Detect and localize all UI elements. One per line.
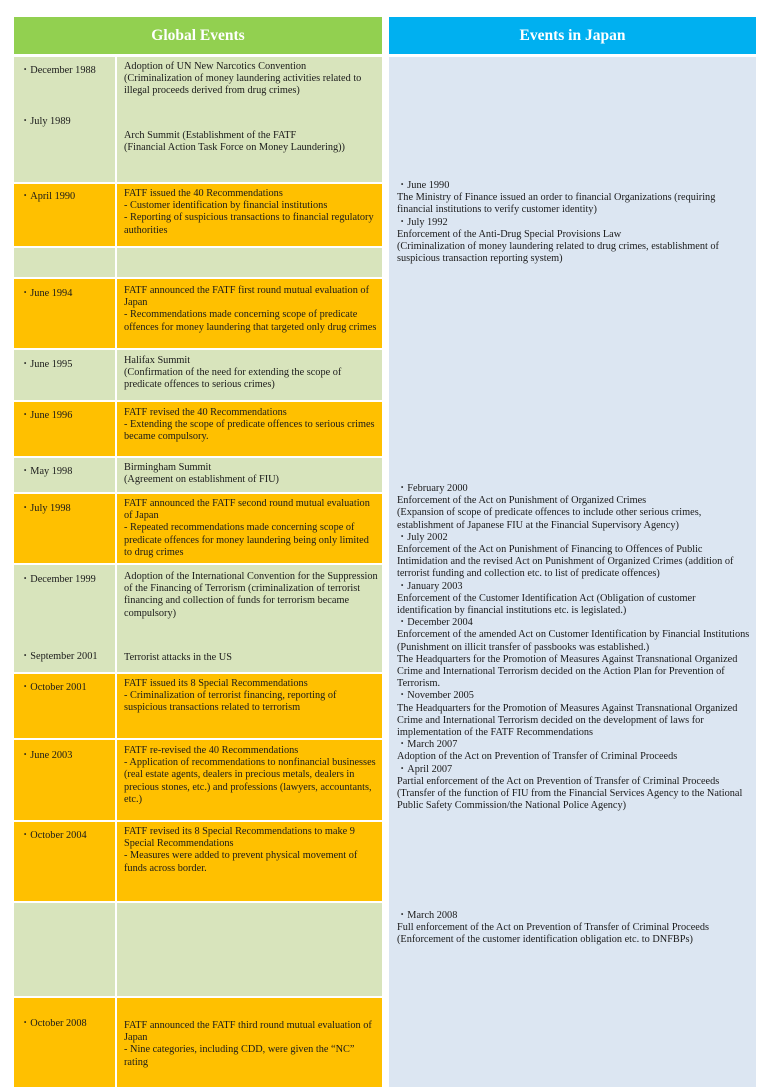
date-label: ・June 2003 [20, 750, 73, 761]
japan-event-block: ・March 2008 Full enforcement of the Act on Prevention of Transfer of Criminal Proceeds (Enforcement of the customer identification obligation etc. to DNFBPs) [397, 910, 709, 946]
date-label: ・December 1988 [20, 65, 96, 76]
date-label: ・July 1989 [20, 116, 71, 127]
date-cell [14, 674, 115, 738]
event-cell [117, 740, 382, 820]
event-cell [117, 248, 382, 277]
global-row [14, 279, 382, 348]
date-label: ・June 1994 [20, 288, 73, 299]
event-cell [117, 184, 382, 246]
event-cell [117, 903, 382, 996]
event-text: FATF issued its 8 Special Recommendations - Criminalization of terrorist financing, reporting of suspicious transactions related to terrorism [124, 678, 337, 714]
event-text: Arch Summit (Establishment of the FATF (Financial Action Task Force on Money Laundering)) [124, 130, 345, 154]
global-row [14, 740, 382, 820]
date-cell [14, 458, 115, 492]
date-label: ・October 2004 [20, 830, 87, 841]
global-row [14, 57, 382, 182]
event-text: FATF issued the 40 Recommendations - Customer identification by financial institutions - Reporting of suspicious transactions to financial regulatory authorities [124, 188, 374, 236]
japan-event-block: ・June 1990 The Ministry of Finance issued an order to financial Organizations (requiring financial institutions to verify customer identity) ・July 1992 Enforcement of the Anti-Drug Special Provisions Law (Criminalization of money laundering related to drug crimes, establishment of suspicious transaction reporting system) [397, 180, 719, 265]
global-row [14, 184, 382, 246]
global-row [14, 494, 382, 563]
date-cell [14, 903, 115, 996]
event-text: FATF re-revised the 40 Recommendations - Application of recommendations to nonfinancial businesses (real estate agents, dealers in precious metals, dealers in precious stones, etc.) and professions (lawyers, accountants, etc.) [124, 745, 376, 805]
event-cell [117, 674, 382, 738]
global-row [14, 350, 382, 400]
global-row [14, 458, 382, 492]
global-row [14, 402, 382, 456]
global-row [14, 822, 382, 901]
event-text: Adoption of the International Convention for the Suppression of the Financing of Terrorism (criminalization of terrorist financing and collection of funds for terrorism became compulsory) [124, 571, 378, 619]
date-label: ・September 2001 [20, 651, 98, 662]
japan-events-header: Events in Japan [389, 17, 756, 54]
date-cell [14, 402, 115, 456]
date-label: ・June 1995 [20, 359, 73, 370]
date-label: ・October 2001 [20, 682, 87, 693]
date-label: ・June 1996 [20, 410, 73, 421]
global-row [14, 565, 382, 672]
global-row [14, 998, 382, 1087]
event-text: FATF announced the FATF third round mutual evaluation of Japan - Nine categories, including CDD, were given the “NC” rating [124, 1020, 372, 1068]
date-cell [14, 822, 115, 901]
date-label: ・December 1999 [20, 574, 96, 585]
event-text: FATF announced the FATF second round mutual evaluation of Japan - Repeated recommendations made concerning scope of predicate offences for money laundering being only limited to drug crimes [124, 498, 370, 558]
global-row-empty [14, 248, 382, 277]
date-cell [14, 494, 115, 563]
event-cell [117, 458, 382, 492]
date-label: ・May 1998 [20, 466, 73, 477]
event-text: FATF announced the FATF first round mutual evaluation of Japan - Recommendations made concerning scope of predicate offences for money laundering that targeted only drug crimes [124, 285, 377, 333]
date-label: ・April 1990 [20, 191, 76, 202]
date-cell [14, 248, 115, 277]
date-label: ・July 1998 [20, 503, 71, 514]
date-cell [14, 57, 115, 182]
global-row-empty [14, 903, 382, 996]
global-events-header: Global Events [14, 17, 382, 54]
event-cell [117, 350, 382, 400]
event-text: Halifax Summit (Confirmation of the need for extending the scope of predicate offences to serious crimes) [124, 355, 342, 391]
date-cell [14, 565, 115, 672]
date-cell [14, 998, 115, 1087]
event-cell [117, 57, 382, 182]
event-text: Terrorist attacks in the US [124, 652, 232, 663]
event-cell [117, 494, 382, 563]
date-cell [14, 350, 115, 400]
date-cell [14, 279, 115, 348]
japan-events-column [389, 57, 756, 1087]
event-text: Birmingham Summit (Agreement on establishment of FIU) [124, 462, 279, 486]
date-cell [14, 184, 115, 246]
event-text: Adoption of UN New Narcotics Convention (Criminalization of money laundering activities related to illegal proceeds derived from drug crimes) [124, 61, 362, 97]
event-cell [117, 279, 382, 348]
event-cell [117, 998, 382, 1087]
japan-event-block: ・February 2000 Enforcement of the Act on Punishment of Organized Crimes (Expansion of scope of predicate offences to include other serious crimes, establishment of Japanese FIU at the Financial Supervisory Agency) ・July 2002 Enforcement of the Act on Punishment of Financing to Offences of Public Intimidation and the revised Act on Punishment of Organized Crimes (addition of terrorist funding and collection etc. to list of predicate offences) ・January 2003 Enforcement of the Customer Identification Act (Obligation of customer identification by financial institutions etc. is legislated.) ・December 2004 Enforcement of the amended Act on Customer Identification by Financial Institutions (Punishment on illicit transfer of passbooks was established.) The Headquarters for the Promotion of Measures Against Transnational Organized Crime and International Terrorism decided on the Action Plan for Prevention of Terrorism. ・November 2005 The Headquarters for the Promotion of Measures Against Transnational Organized Crime and International Terrorism decided on the development of laws for implementation of the FATF Recommendations ・March 2007 Adoption of the Act on Prevention of Transfer of Criminal Proceeds ・April 2007 Partial enforcement of the Act on Prevention of Transfer of Criminal Proceeds (Transfer of the function of FIU from the Financial Services Agency to the National Public Safety Commission/the National Police Agency) [397, 483, 750, 812]
global-row [14, 674, 382, 738]
date-cell [14, 740, 115, 820]
event-text: FATF revised its 8 Special Recommendations to make 9 Special Recommendations - Measures were added to prevent physical movement of funds across border. [124, 826, 358, 874]
event-cell [117, 402, 382, 456]
event-text: FATF revised the 40 Recommendations - Extending the scope of predicate offences to serious crimes became compulsory. [124, 407, 375, 443]
event-cell [117, 565, 382, 672]
event-cell [117, 822, 382, 901]
date-label: ・October 2008 [20, 1018, 87, 1029]
